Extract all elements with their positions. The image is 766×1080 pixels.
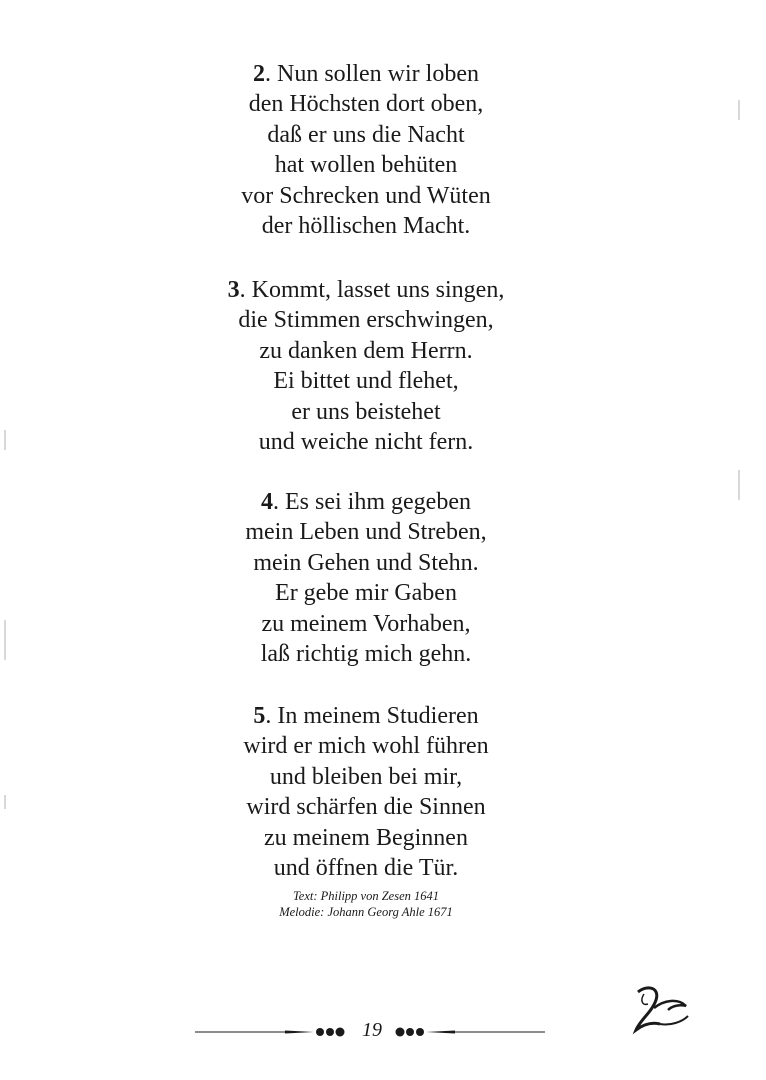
- scan-mark: [738, 470, 740, 500]
- song-credits: [0, 888, 732, 920]
- stanza-number: 4: [261, 489, 274, 515]
- stanza-4: [0, 487, 732, 669]
- stanza-line: er uns beistehet: [291, 398, 441, 425]
- corner-flourish-icon: [630, 980, 700, 1040]
- stanza-line: den Höchsten dort oben,: [248, 91, 484, 118]
- melody-credit: Melodie: Johann Georg Ahle 1671: [279, 905, 453, 919]
- stanza-number: 5: [253, 703, 266, 729]
- stanza-line: zu meinem Vorhaben,: [261, 610, 471, 637]
- stanza-line: vor Schrecken und Wüten: [241, 182, 491, 209]
- scan-mark: [738, 100, 740, 120]
- stanza-first-line: 5. In meinem Studieren: [253, 703, 479, 729]
- stanza-line: und weiche nicht fern.: [258, 429, 474, 456]
- scan-mark: [4, 620, 6, 660]
- stanza-line: wird er mich wohl führen: [243, 733, 489, 760]
- stanza-line: daß er uns die Nacht: [267, 121, 465, 148]
- stanza-first-line: 4. Es sei ihm gegeben: [261, 489, 471, 515]
- stanza-first-line: 3. Kommt, lasset uns singen,: [227, 277, 505, 303]
- stanza-number: 2: [253, 61, 265, 87]
- stanza-line: laß richtig mich gehn.: [260, 641, 472, 668]
- stanza-number: 3: [227, 277, 240, 303]
- page-number: 19: [362, 1019, 382, 1041]
- text-credit: Text: Philipp von Zesen 1641: [292, 889, 440, 903]
- stanza-line: Er gebe mir Gaben: [275, 580, 457, 607]
- stanza-line: mein Leben und Streben,: [245, 519, 487, 546]
- stanza-line: hat wollen behüten: [274, 152, 458, 179]
- stanza-first-line: 2. Nun sollen wir loben: [253, 61, 479, 87]
- stanza-2: [0, 59, 732, 241]
- stanza-line: zu danken dem Herrn.: [259, 337, 473, 364]
- stanza-line: die Stimmen erschwingen,: [238, 307, 494, 334]
- stanza-line: und öffnen die Tür.: [273, 855, 459, 882]
- stanza-3: [0, 275, 732, 457]
- stanza-line: wird schärfen die Sinnen: [246, 794, 486, 821]
- stanza-line: Ei bittet und flehet,: [273, 368, 459, 395]
- scan-mark: [4, 795, 6, 809]
- stanza-line: mein Gehen und Stehn.: [253, 549, 479, 576]
- stanza-line: der höllischen Macht.: [261, 213, 471, 240]
- scan-mark: [4, 430, 6, 450]
- stanza-5: [0, 701, 732, 883]
- stanza-line: zu meinem Beginnen: [264, 824, 468, 851]
- stanza-line: und bleiben bei mir,: [269, 763, 463, 790]
